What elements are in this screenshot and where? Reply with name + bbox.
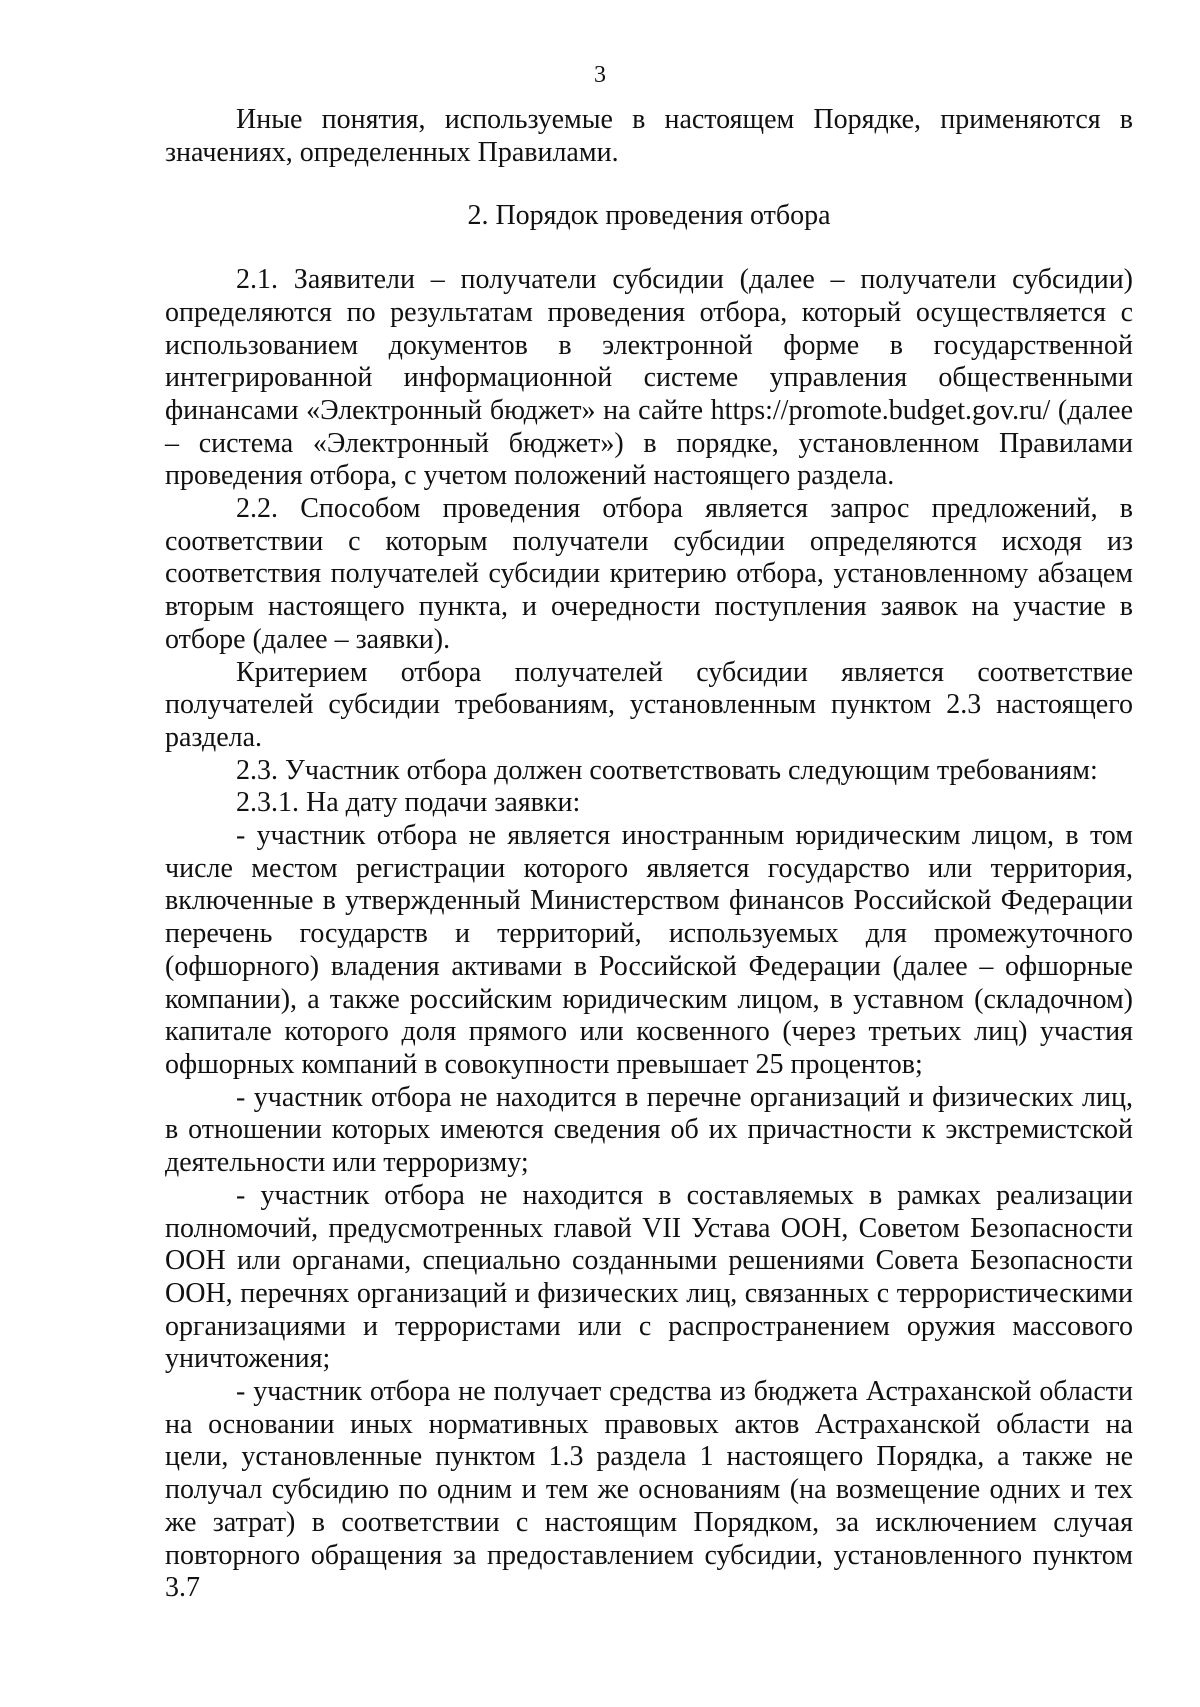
page-number: 3 bbox=[594, 62, 606, 88]
spacer bbox=[165, 169, 1133, 200]
list-item-budget-funds: - участник отбора не получает средства из бюджета Астраханской области на основании иных нормативных правовых актов Астраханской области на цели, установленные пунктом 1.3 раздела 1 настоящего Порядка, а также не получал субсидию по одним и тем же основаниям (на возмещение одних и тех же затрат) в соответствии с настоящим Порядком, за исключением случая повторного обращения за предоставлением субсидии, установленного пунктом 3.7 bbox=[165, 1376, 1133, 1604]
list-item-offshore: - участник отбора не является иностранным юридическим лицом, в том числе местом регистрации которого является государство или территория, включенные в утвержденный Министерством финансов Российской Федерации перечень государств и территорий, используемых для промежуточного (офшорного) владения активами в Российской Федерации (далее – офшорные компании), а также российским юридическим лицом, в уставном (складочном) капитале которого доля прямого или косвенного (через третьих лиц) участия офшорных компаний в совокупности превышает 25 процентов; bbox=[165, 820, 1133, 1080]
paragraph-2-3-1: 2.3.1. На дату подачи заявки: bbox=[236, 787, 581, 819]
spacer bbox=[165, 233, 1133, 264]
paragraph-definitions: Иные понятия, используемые в настоящем Порядке, применяются в значениях, определенных Правилами. bbox=[165, 104, 1133, 168]
paragraph-2-2: 2.2. Способом проведения отбора является запрос предложений, в соответствии с которым получатели субсидии определяются исходя из соответствия получателей субсидии критерию отбора, установленному абзацем вторым настоящего пункта, и очередности поступления заявок на участие в отборе (далее – заявки). bbox=[165, 493, 1133, 655]
paragraph-2-3: 2.3. Участник отбора должен соответствовать следующим требованиям: bbox=[236, 754, 1098, 786]
list-item-extremism: - участник отбора не находится в перечне организаций и физических лиц, в отношении которых имеются сведения об их причастности к экстремистской деятельности или терроризму; bbox=[165, 1081, 1133, 1179]
section-heading: 2. Порядок проведения отбора bbox=[467, 200, 831, 232]
document-body bbox=[165, 104, 1133, 1605]
list-item-un-lists: - участник отбора не находится в составляемых в рамках реализации полномочий, предусмотренных главой VII Устава ООН, Советом Безопасности ООН или органами, специально созданными решениями Совета Безопасности ООН, перечнях организаций и физических лиц, связанных с террористическими организациями и террористами или с распространением оружия массового уничтожения; bbox=[165, 1179, 1133, 1375]
paragraph-2-1: 2.1. Заявители – получатели субсидии (далее – получатели субсидии) определяются по результатам проведения отбора, который осуществляется с использованием документов в электронной форме в государственной интегрированной информационной системе управления общественными финансами «Электронный бюджет» на сайте https://promote.budget.gov.ru/ (далее – система «Электронный бюджет») в порядке, установленном Правилами проведения отбора, с учетом положений настоящего раздела. bbox=[165, 264, 1133, 492]
paragraph-criterion: Критерием отбора получателей субсидии является соответствие получателей субсидии требованиям, установленным пунктом 2.3 настоящего раздела. bbox=[165, 656, 1133, 753]
